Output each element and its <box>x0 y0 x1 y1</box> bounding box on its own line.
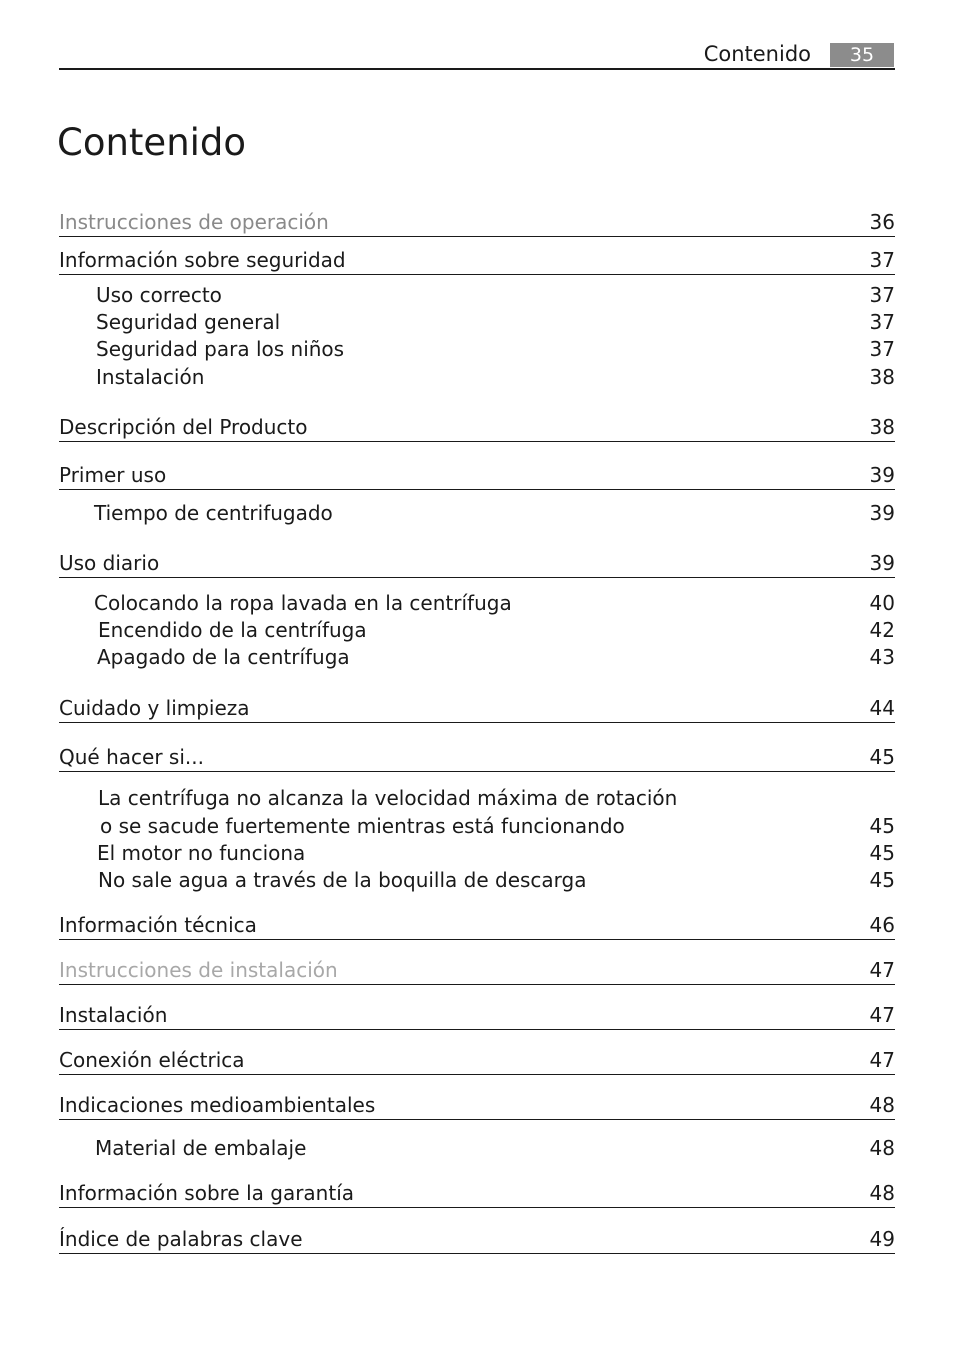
toc-entry-page: 44 <box>869 696 895 720</box>
toc-entry-page: 48 <box>869 1136 895 1160</box>
toc-subentry <box>59 281 895 309</box>
toc-entry-text: Instalación <box>96 365 205 389</box>
toc-entry <box>59 1179 895 1208</box>
toc-entry-text: No sale agua a través de la boquilla de descarga <box>98 868 587 892</box>
page-title: Contenido <box>57 121 247 164</box>
running-header: Contenido <box>703 42 811 66</box>
toc-entry-page: 45 <box>869 814 895 838</box>
toc-entry-page: 39 <box>869 551 895 575</box>
toc-entry-text: Uso correcto <box>96 283 222 307</box>
toc-entry-page: 37 <box>869 283 895 307</box>
toc-entry-text: Apagado de la centrífuga <box>97 645 350 669</box>
toc-entry-page: 38 <box>869 415 895 439</box>
toc-entry-text: Encendido de la centrífuga <box>98 618 367 642</box>
toc-section-heading <box>59 208 895 237</box>
toc-entry-page: 37 <box>869 248 895 272</box>
toc-entry <box>59 1225 895 1254</box>
toc-section-heading <box>59 956 895 985</box>
toc-entry-page: 40 <box>869 591 895 615</box>
toc-entry <box>59 413 895 442</box>
toc-entry-page: 49 <box>869 1227 895 1251</box>
toc-entry-page: 47 <box>869 1048 895 1072</box>
toc-entry-text: Instrucciones de operación <box>59 210 329 234</box>
toc-entry-text: Instalación <box>59 1003 168 1027</box>
toc-entry-text: Tiempo de centrifugado <box>94 501 333 525</box>
toc-entry-page: 42 <box>869 618 895 642</box>
toc-entry-page: 39 <box>869 463 895 487</box>
toc-entry-page: 36 <box>869 210 895 234</box>
toc-entry-page: 46 <box>869 913 895 937</box>
toc-entry-text: o se sacude fuertemente mientras está funcionando <box>100 814 625 838</box>
toc-entry-text: Cuidado y limpieza <box>59 696 250 720</box>
toc-entry-page: 39 <box>869 501 895 525</box>
toc-entry-page: 45 <box>869 745 895 769</box>
toc-entry-text: Seguridad para los niños <box>96 337 345 361</box>
toc-entry-page: 37 <box>869 337 895 361</box>
toc-entry-text: Información técnica <box>59 913 257 937</box>
toc-entry-page: 45 <box>869 868 895 892</box>
toc-entry-text: Instrucciones de instalación <box>59 958 338 982</box>
toc-entry-text: Seguridad general <box>96 310 281 334</box>
toc-entry-page: 38 <box>869 365 895 389</box>
toc-entry-page: 48 <box>869 1093 895 1117</box>
page-number-badge: 35 <box>830 43 894 67</box>
toc-subentry <box>59 1134 895 1162</box>
toc-entry-page: 43 <box>869 645 895 669</box>
toc-entry-text: La centrífuga no alcanza la velocidad máxima de rotación <box>98 786 678 810</box>
toc-entry <box>59 549 895 578</box>
toc-entry-text: Conexión eléctrica <box>59 1048 245 1072</box>
toc-entry-page: 47 <box>869 1003 895 1027</box>
toc-entry <box>59 743 895 772</box>
toc-subentry <box>59 616 895 644</box>
toc-entry-text: Indicaciones medioambientales <box>59 1093 376 1117</box>
toc-entry-text: Qué hacer si... <box>59 745 204 769</box>
toc-entry-text: Material de embalaje <box>95 1136 307 1160</box>
toc-entry-page: 48 <box>869 1181 895 1205</box>
toc-subentry <box>59 308 895 336</box>
toc-entry <box>59 1091 895 1120</box>
toc-subentry <box>59 812 895 840</box>
toc-entry-text: El motor no funciona <box>97 841 306 865</box>
toc-entry-page: 37 <box>869 310 895 334</box>
toc-entry-page: 45 <box>869 841 895 865</box>
toc-entry-text: Primer uso <box>59 463 167 487</box>
toc-subentry <box>59 866 895 894</box>
toc-subentry <box>59 499 895 527</box>
toc-entry <box>59 461 895 490</box>
toc-entry <box>59 1001 895 1030</box>
toc-subentry <box>59 335 895 363</box>
toc-entry <box>59 911 895 940</box>
toc-entry-text: Información sobre seguridad <box>59 248 346 272</box>
toc-entry-text: Descripción del Producto <box>59 415 308 439</box>
toc-entry <box>59 246 895 275</box>
toc-entry <box>59 694 895 723</box>
toc-entry-text: Información sobre la garantía <box>59 1181 355 1205</box>
toc-subentry <box>59 363 895 391</box>
toc-entry-text: Colocando la ropa lavada en la centrífuga <box>94 591 512 615</box>
header-divider <box>59 68 895 70</box>
toc-subentry <box>59 643 895 671</box>
toc-entry <box>59 1046 895 1075</box>
toc-subentry <box>59 589 895 617</box>
toc-subentry <box>59 839 895 867</box>
toc-entry-text: Índice de palabras clave <box>59 1227 303 1251</box>
toc-subentry <box>59 784 895 812</box>
toc-entry-text: Uso diario <box>59 551 160 575</box>
toc-entry-page: 47 <box>869 958 895 982</box>
